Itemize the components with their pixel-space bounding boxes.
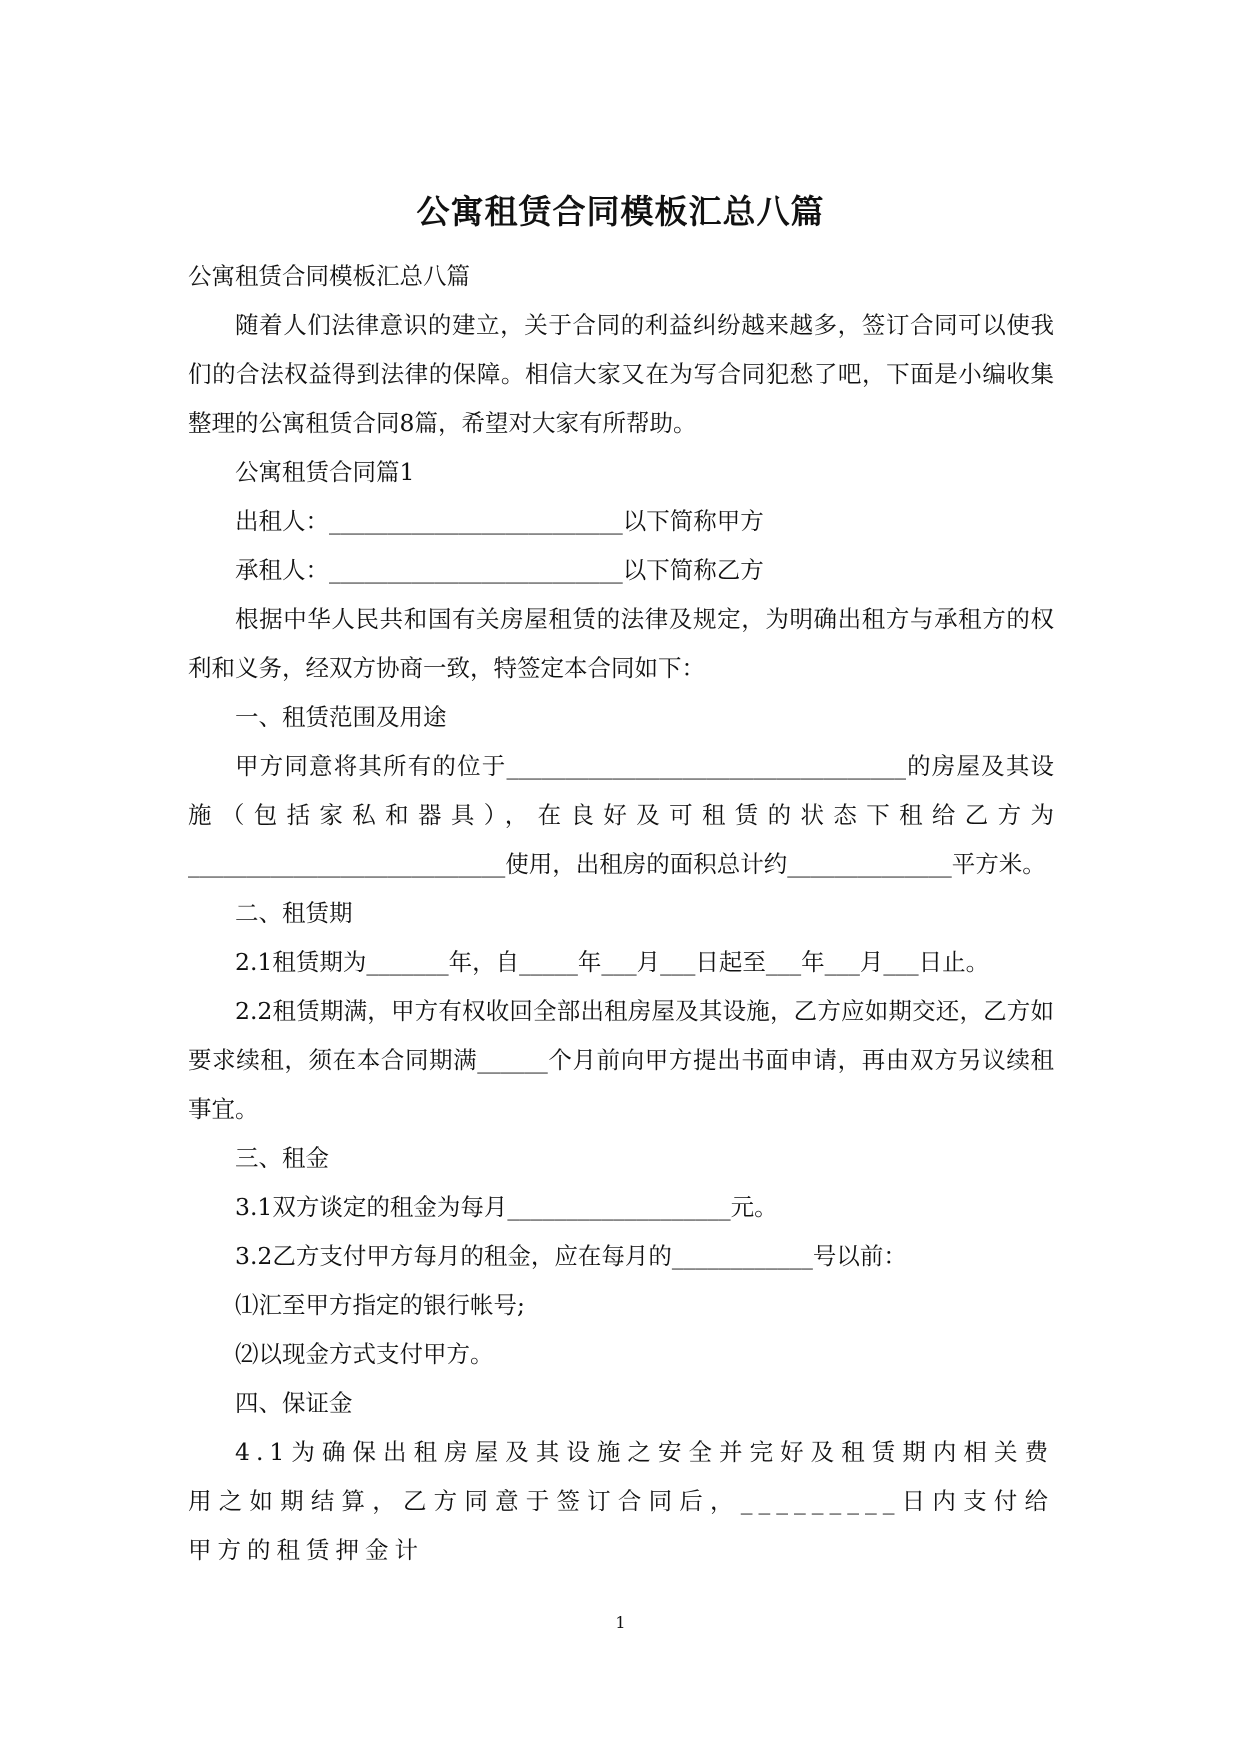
section-heading-4: 四、保证金 bbox=[235, 1389, 353, 1417]
section-heading-2: 二、租赁期 bbox=[235, 899, 353, 927]
document-body bbox=[188, 252, 1054, 1575]
clause-4-1: 4.1为确保出租房屋及其设施之安全并完好及租赁期内相关费用之如期结算，乙方同意于签订合同后，_________日内支付给甲方的租赁押金计 bbox=[188, 1438, 1054, 1564]
preamble-paragraph: 根据中华人民共和国有关房屋租赁的法律及规定，为明确出租方与承租方的权利和义务，经双方协商一致，特签定本合同如下： bbox=[188, 605, 1054, 682]
contract-heading: 公寓租赁合同篇1 bbox=[235, 458, 415, 486]
lessor-line: 出租人：_________________________以下简称甲方 bbox=[235, 507, 764, 535]
section-heading-3: 三、租金 bbox=[235, 1144, 329, 1172]
intro-paragraph: 随着人们法律意识的建立，关于合同的利益纠纷越来越多，签订合同可以使我们的合法权益得到法律的保障。相信大家又在为写合同犯愁了吧，下面是小编收集整理的公寓租赁合同8篇，希望对大家有所帮助。 bbox=[188, 311, 1054, 437]
payment-option-2: ⑵以现金方式支付甲方。 bbox=[235, 1340, 494, 1368]
section-heading-1: 一、租赁范围及用途 bbox=[235, 703, 447, 731]
payment-option-1: ⑴汇至甲方指定的银行帐号; bbox=[235, 1291, 525, 1319]
clause-2-1: 2.1租赁期为_______年，自_____年___月___日起至___年___月___日止。 bbox=[235, 948, 990, 976]
document-title: 公寓租赁合同模板汇总八篇 bbox=[416, 192, 825, 231]
clause-2-2: 2.2租赁期满，甲方有权收回全部出租房屋及其设施，乙方应如期交还，乙方如要求续租，须在本合同期满______个月前向甲方提出书面申请，再由双方另议续租事宜。 bbox=[188, 997, 1054, 1123]
intro-heading: 公寓租赁合同模板汇总八篇 bbox=[188, 262, 470, 290]
page-number: 1 bbox=[615, 1613, 626, 1632]
lessee-line: 承租人：_________________________以下简称乙方 bbox=[235, 556, 764, 584]
clause-3-2: 3.2乙方支付甲方每月的租金，应在每月的____________号以前： bbox=[235, 1242, 907, 1270]
clause-3-1: 3.1双方谈定的租金为每月___________________元。 bbox=[235, 1193, 778, 1221]
scope-paragraph: 甲方同意将其所有的位于__________________________________的房屋及其设施（包括家私和器具），在良好及可租赁的状态下租给乙方为___________________________使用，出租房的面积总计约______________平方米。 bbox=[188, 752, 1054, 878]
